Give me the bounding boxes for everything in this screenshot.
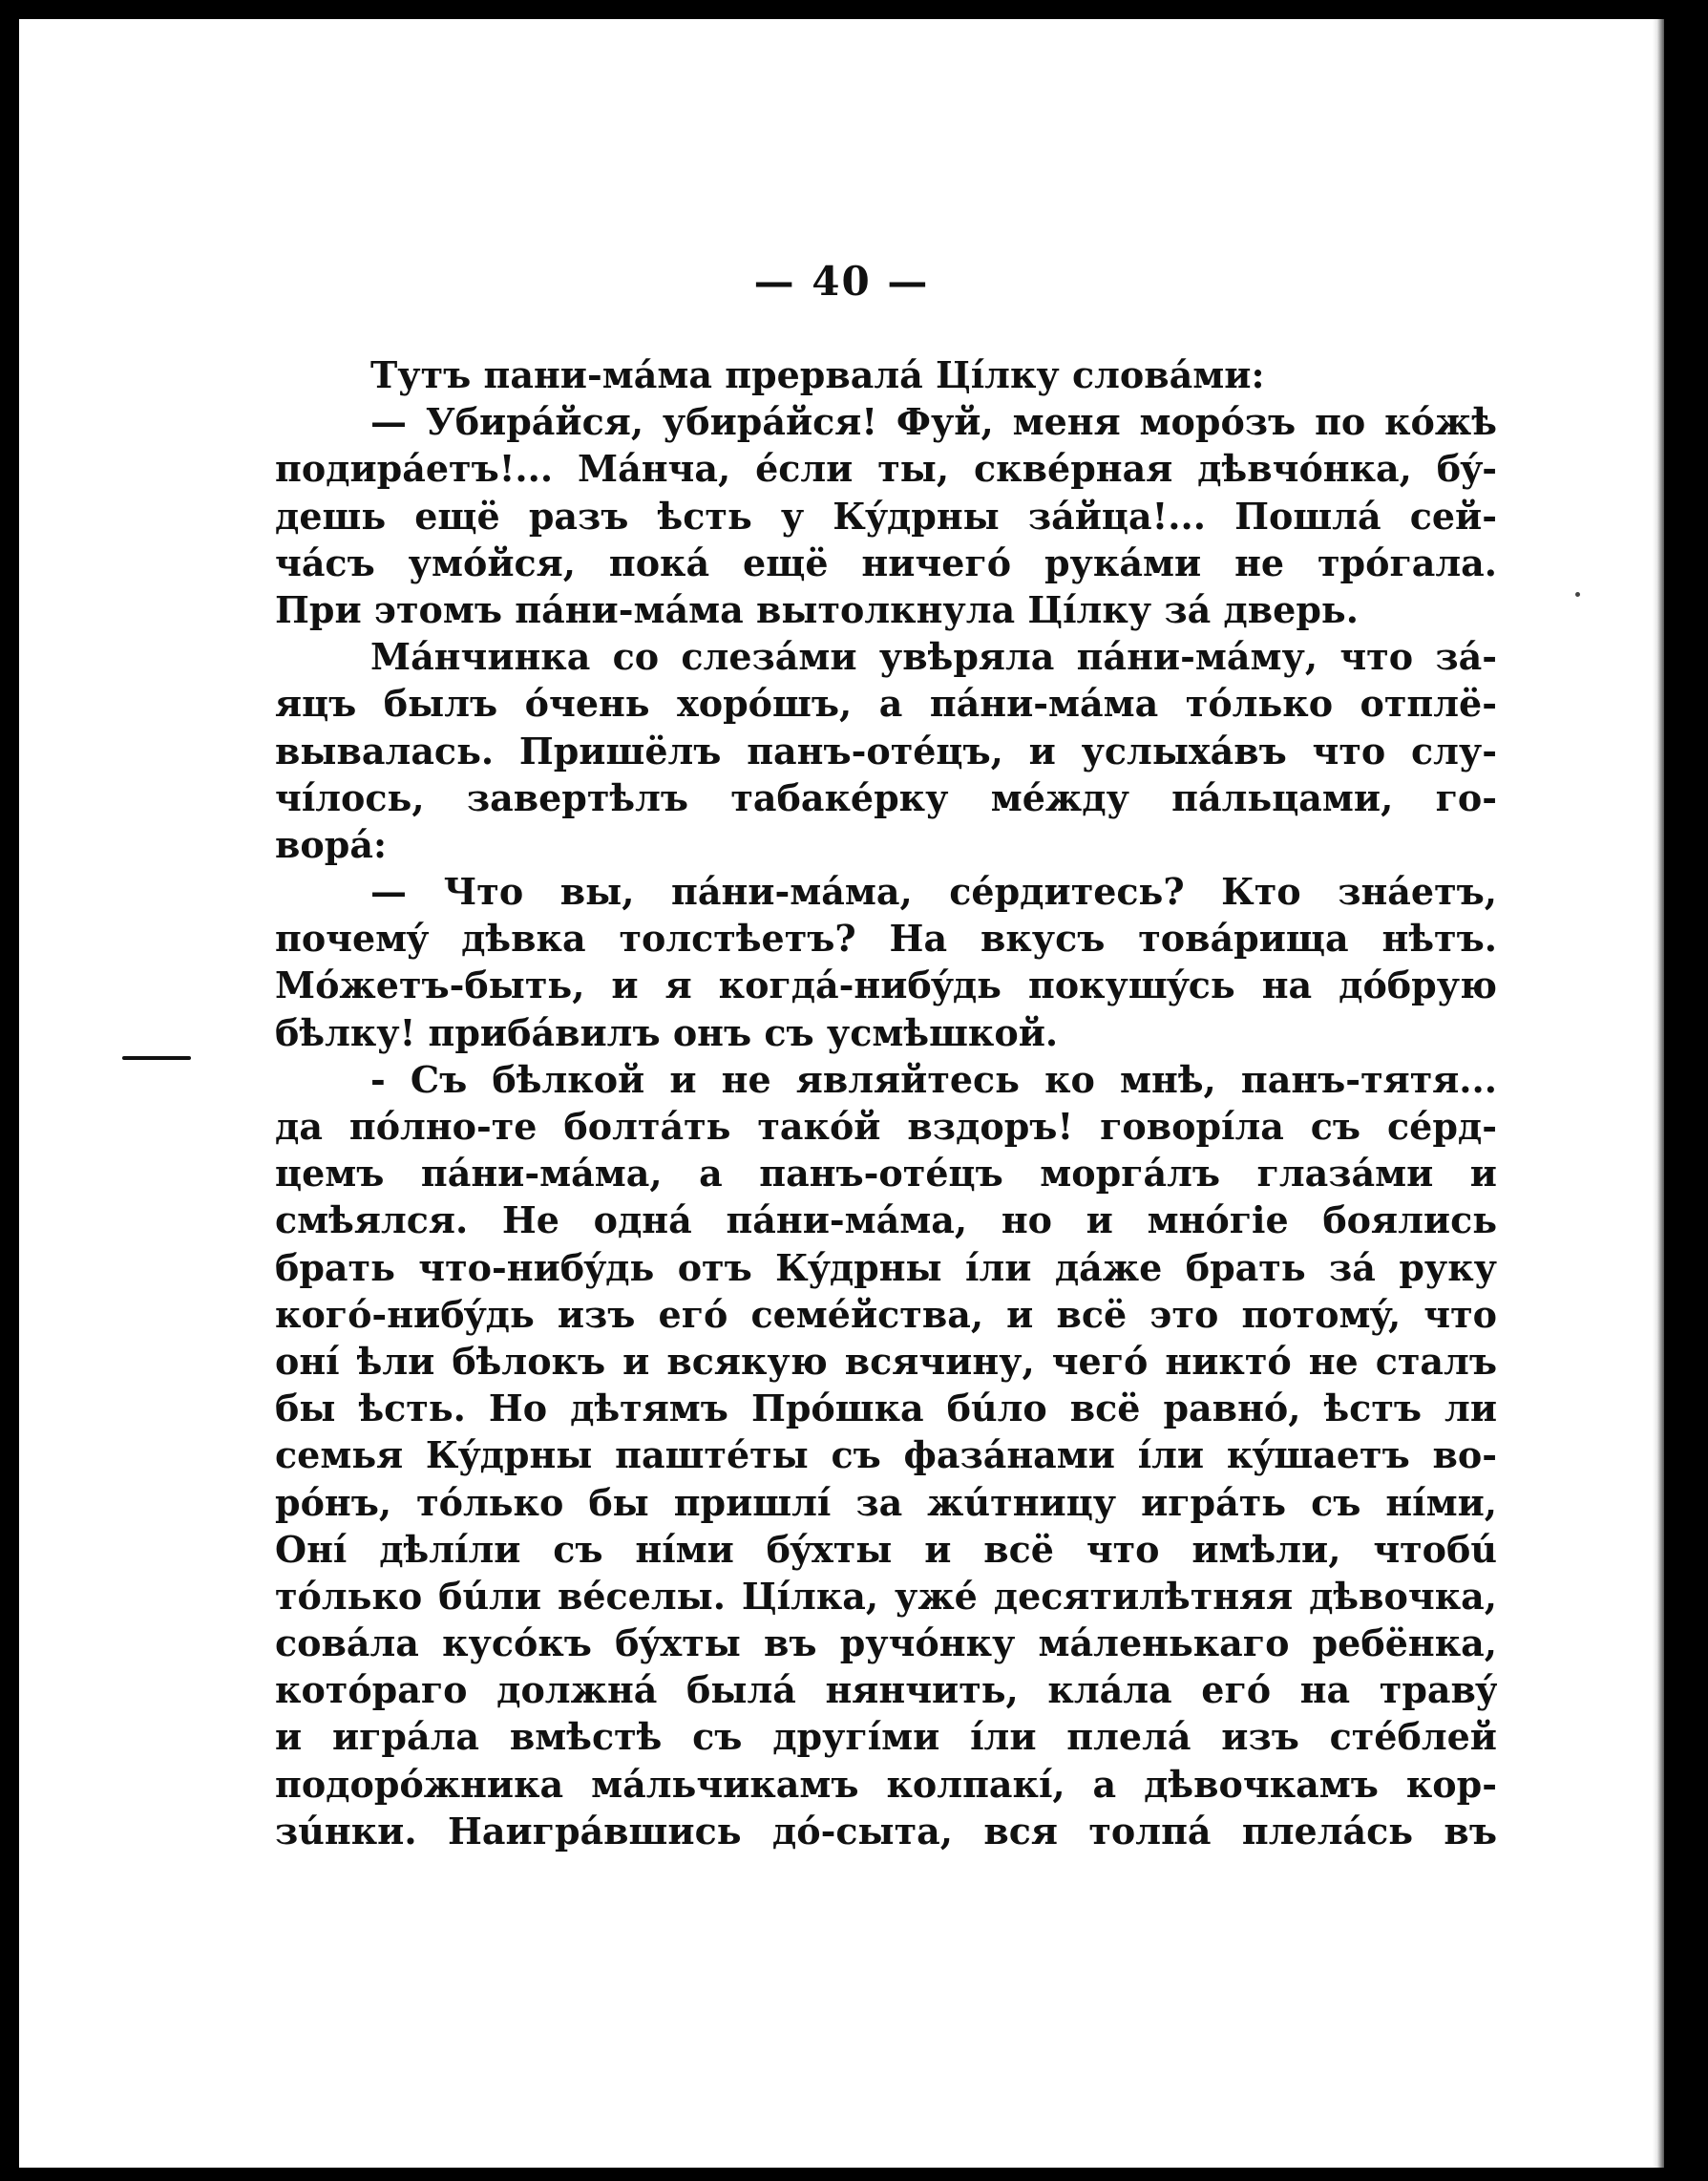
text-line: яцъ былъ óчень хорóшъ, а пáни-мáма тóлько отплё- (275, 682, 1497, 726)
text-line: Онí дѣлíли съ нíми бýхты и всё что имѣли, чтобú (275, 1527, 1497, 1571)
text-line: и игрáла вмѣстѣ съ другíми íли плелá изъ стéблей (275, 1715, 1497, 1759)
text-line: когó-нибýдь изъ егó семéйства, и всё это потомý, что (275, 1292, 1497, 1336)
text-line: бы ѣсть. Но дѣтямъ Прóшка бúло всё равнó, ѣстъ ли (275, 1387, 1497, 1430)
text-line: - Съ бѣлкой и не являйтесь ко мнѣ, панъ-тятя... (370, 1057, 1497, 1101)
margin-dot-mark (1575, 592, 1580, 597)
text-line: чáсъ умóйся, покá ещё ничегó рукáми не трóгала. (275, 540, 1497, 584)
text-line: котóраго должнá былá нянчить, клáла егó на травý (275, 1668, 1497, 1712)
page-number: — 40 — (753, 258, 930, 305)
margin-dash-mark (122, 1056, 191, 1060)
text-line: онí ѣли бѣлокъ и всякую всячину, чегó никтó не сталъ (275, 1339, 1497, 1383)
text-line: ворá: (275, 822, 387, 866)
text-line: семья Кýдрны паштéты съ фазáнами íли кýшаетъ во- (275, 1433, 1497, 1477)
text-line: подорóжника мáльчикамъ колпакí, а дѣвочкамъ кор- (275, 1762, 1497, 1806)
text-line: дешь ещё разъ ѣсть у Кýдрны зáйца!... Пошлá сей- (275, 494, 1497, 538)
text-line: совáла кусóкъ бýхты въ ручóнку мáленькаго ребёнка, (275, 1621, 1497, 1665)
text-line: тóлько бúли вéселы. Цíлка, ужé десятилѣтняя дѣвочка, (275, 1574, 1497, 1618)
text-line: брать что-нибýдь отъ Кýдрны íли дáже брать зá руку (275, 1245, 1497, 1289)
text-line: рóнъ, тóлько бы пришлí за жúтницу игрáть съ нíми, (275, 1480, 1497, 1524)
text-line: чíлось, завертѣлъ табакéрку мéжду пáльцами, го- (275, 775, 1497, 819)
text-line: цемъ пáни-мáма, а панъ-отéцъ моргáлъ глазáми и (275, 1152, 1497, 1196)
text-line: смѣялся. Не однá пáни-мáма, но и мнóгіе боялись (275, 1198, 1497, 1242)
book-page (19, 19, 1664, 2168)
page-edge-shadow (1653, 19, 1664, 2168)
text-line: да пóлно-те болтáть такóй вздоръ! говорíла съ сéрд- (275, 1105, 1497, 1148)
text-line: — Что вы, пáни-мáма, сéрдитесь? Кто знáетъ, (370, 870, 1497, 914)
text-line: бѣлку! прибáвилъ онъ съ усмѣшкой. (275, 1010, 1059, 1054)
text-line: зúнки. Наигрáвшись дó-сыта, вся толпá плелáсь въ (275, 1809, 1497, 1853)
text-line: Мóжетъ-быть, и я когдá-нибýдь покушýсь на дóбрую (275, 963, 1497, 1007)
text-line: подирáетъ!... Мáнча, éсли ты, сквéрная дѣвчóнка, бý- (275, 447, 1497, 491)
body-text (275, 351, 1497, 1854)
text-line: — Убирáйся, убирáйся! Фуй, меня морóзъ по кóжѣ (370, 400, 1497, 444)
text-line: вывалась. Пришёлъ панъ-отéцъ, и услыхáвъ что слу- (275, 729, 1497, 773)
text-line: почемý дѣвка толстѣетъ? На вкусъ товáрища нѣтъ. (275, 917, 1497, 961)
text-line: Тутъ пани-мáма прервалá Цíлку словáми: (370, 353, 1265, 396)
text-line: Мáнчинка со слезáми увѣряла пáни-мáму, что зá- (370, 635, 1497, 679)
text-line: При этомъ пáни-мáма вытолкнула Цíлку зá дверь. (275, 587, 1359, 631)
